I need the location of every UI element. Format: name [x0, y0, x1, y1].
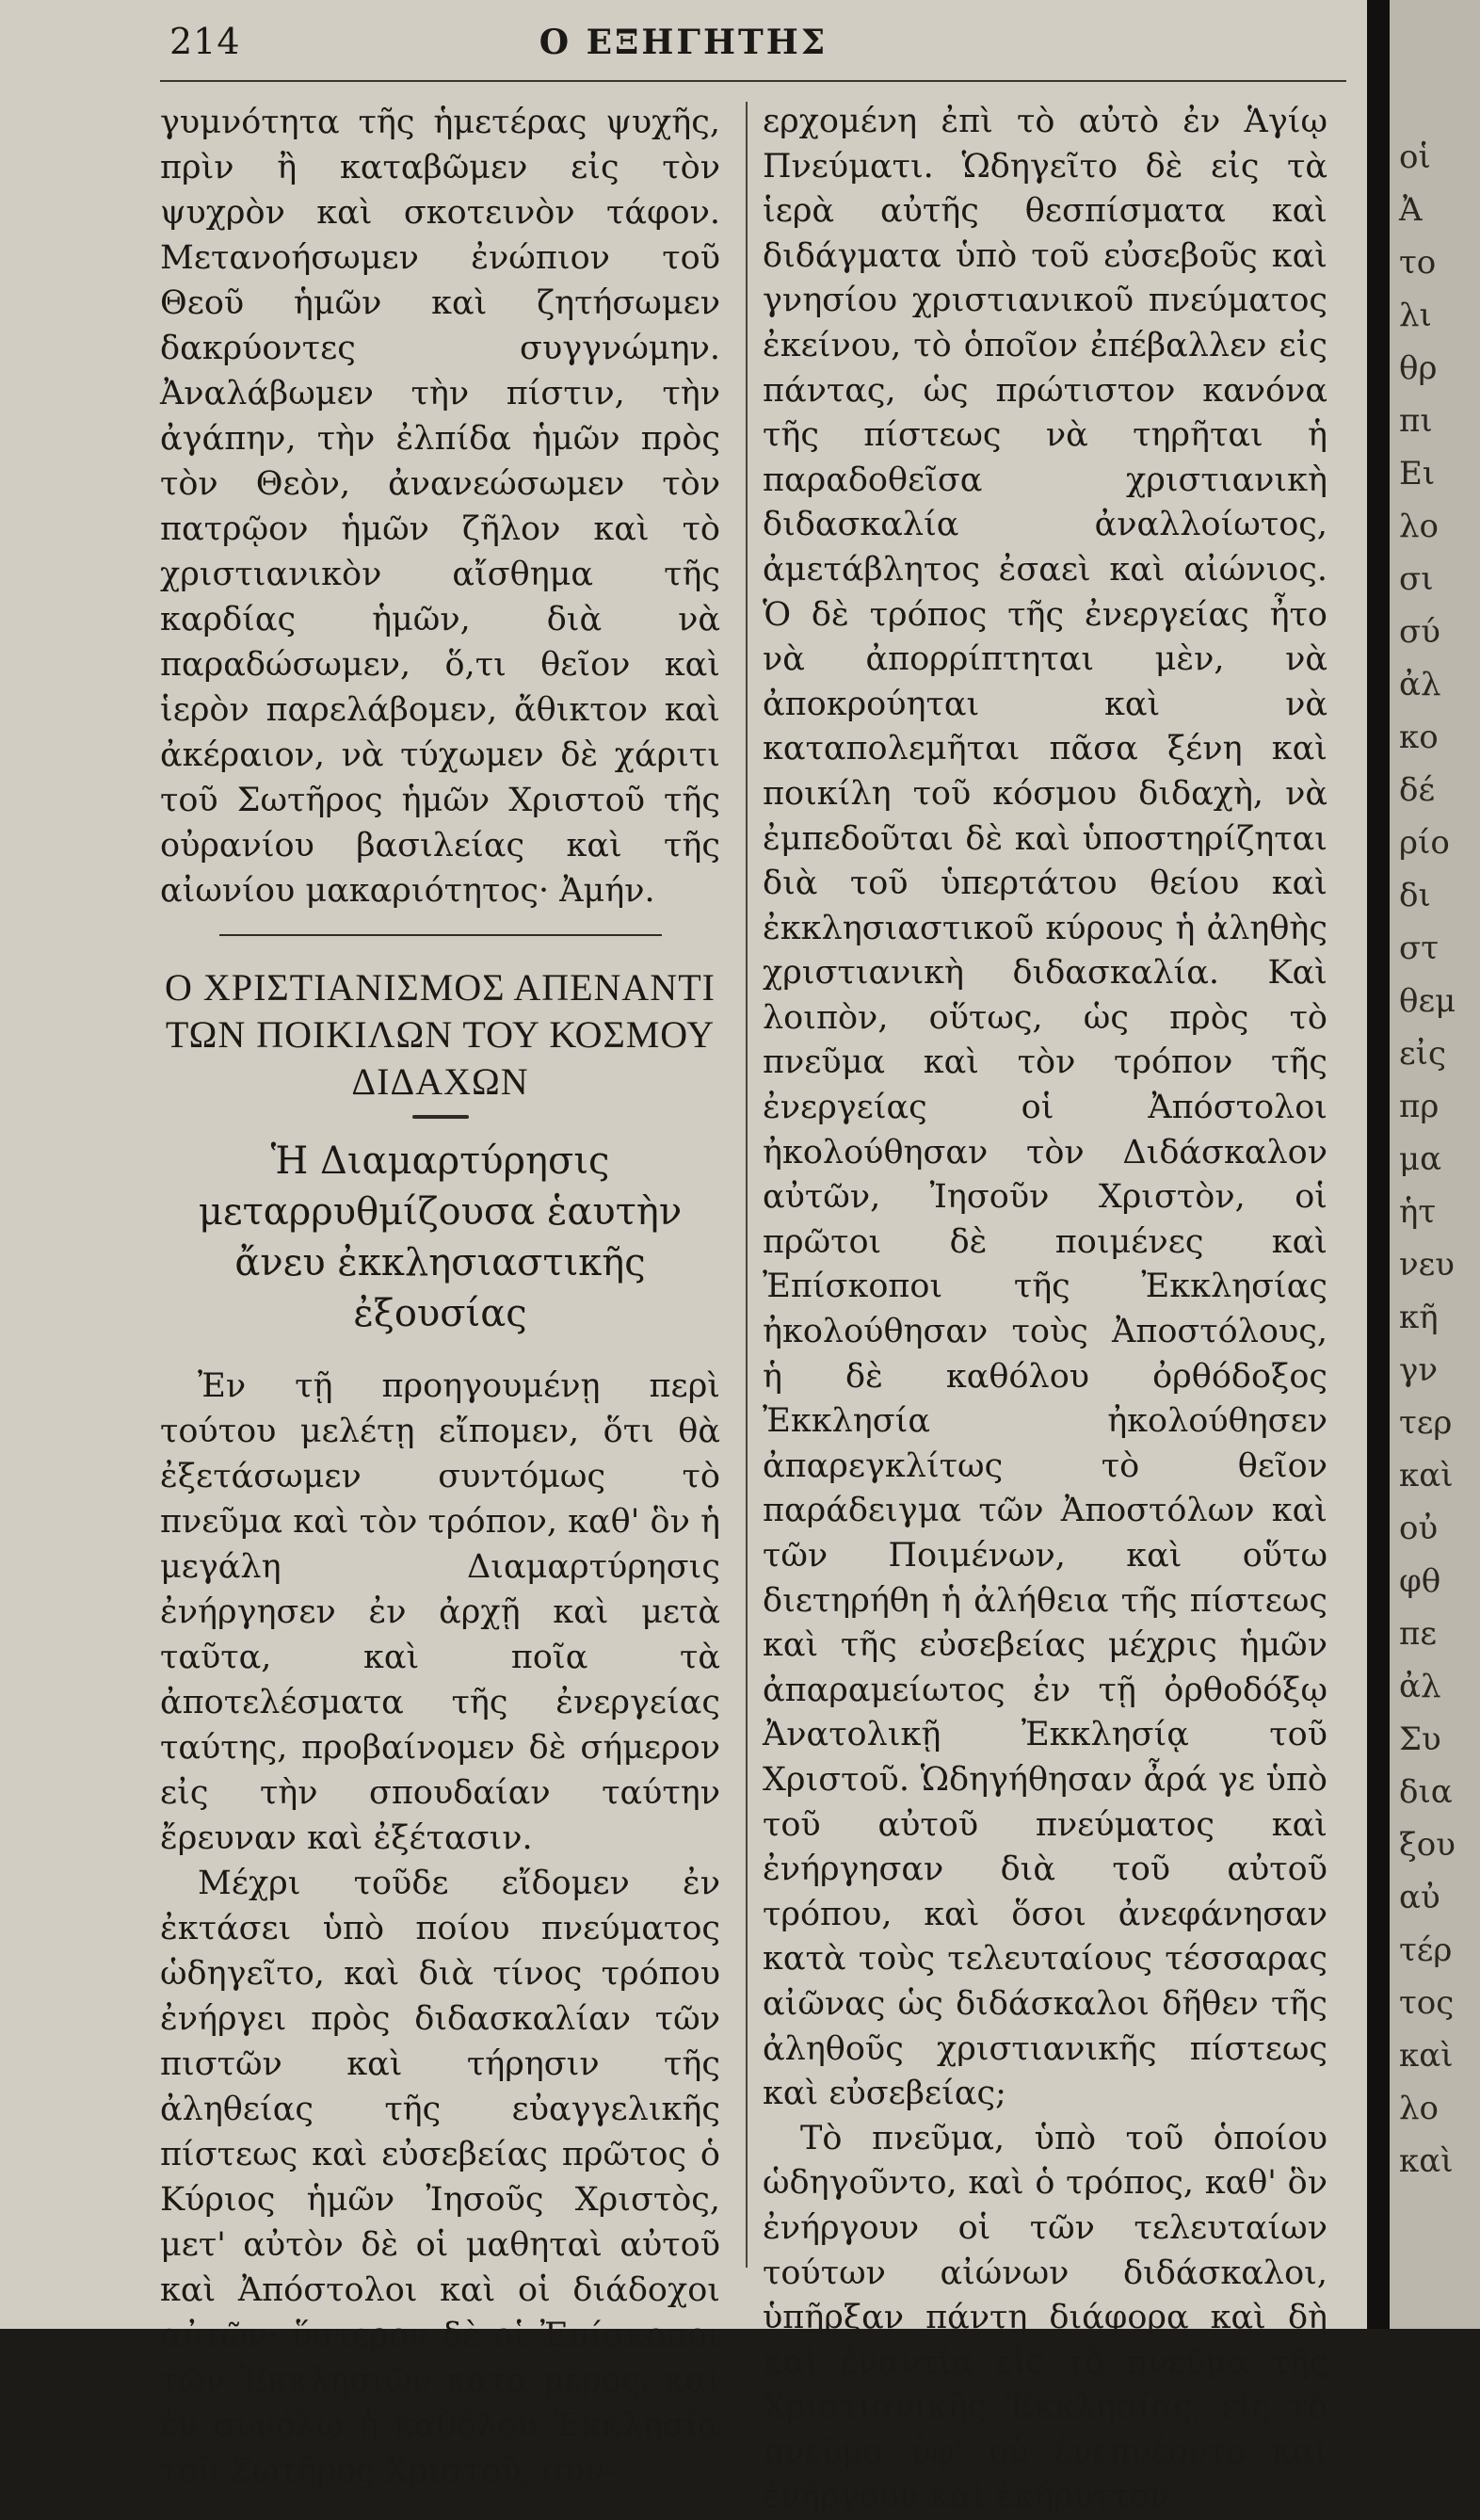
facing-page-fragment: δια — [1399, 1773, 1453, 1811]
facing-page-fragment: τος — [1399, 1984, 1455, 2022]
facing-page-fragment: θρ — [1399, 349, 1438, 387]
running-title: Ο ΕΞΗΓΗΤΗΣ — [539, 23, 828, 62]
facing-page-fragment: καὶ — [1399, 1457, 1454, 1494]
facing-page-fragment: τέρ — [1399, 1931, 1453, 1969]
right-paragraph-continuation: ερχομένη ἐπὶ τὸ αὐτὸ ἐν Ἁγίῳ Πνεύματι. Ὡδηγεῖτο δὲ εἰς τὰ ἱερὰ αὐτῆς θεσπίσματα καὶ διδάγματα ὑπὸ τοῦ εὐσεβοῦς καὶ γνησίου χριστιανικοῦ πνεύματος ἐκείνου, τὸ ὁποῖον ἐπέβαλλεν εἰς πάντας, ὡς πρώτιστον κανόνα τῆς πίστεως νὰ τηρῆται ἡ παραδοθεῖσα χριστιανικὴ διδασκαλία ἀναλλοίωτος, ἀμετάβλητος ἐσαεὶ καὶ αἰώνιος. Ὁ δὲ τρόπος τῆς ἐνεργείας ἦτο νὰ ἀπορρίπτηται μὲν, νὰ ἀποκρούηται καὶ νὰ καταπολεμῆται πᾶσα ξένη καὶ ποικίλη τοῦ κόσμου διδαχὴ, νὰ ἐμπεδοῦται δὲ καὶ ὑποστηρίζηται διὰ τοῦ ὑπερτάτου θείου καὶ ἐκκλησιαστικοῦ κύρους ἡ ἀληθὴς χριστιανικὴ διδασκαλία. Καὶ λοιπὸν, οὕτως, ὡς πρὸς τὸ πνεῦμα καὶ τὸν τρόπον τῆς ἐνεργείας οἱ Ἀπόστολοι ἠκολούθησαν τὸν Διδάσκαλον αὐτῶν, Ἰησοῦν Χριστὸν, οἱ πρῶτοι δὲ ποιμένες καὶ Ἐπίσκοποι τῆς Ἐκκλησίας ἠκολούθησαν τοὺς Ἀποστόλους, ἡ δὲ καθόλου ὀρθόδοξος Ἐκκλησία ἠκολούθησεν ἀπαρεγκλίτως τὸ θεῖον παράδειγμα τῶν Ἀποστόλων καὶ τῶν Ποιμένων, καὶ οὕτω διετηρήθη ἡ ἀλήθεια τῆς πίστεως καὶ τῆς εὐσεβείας μέχρις ἡμῶν ἀπαραμείωτος ἐν τῇ ὀρθοδόξῳ Ἀνατολικῇ Ἐκκλησίᾳ τοῦ Χριστοῦ. Ὡδηγήθησαν ἆρά γε ὑπὸ τοῦ αὐτοῦ πνεύματος καὶ ἐνήργησαν διὰ τοῦ αὐτοῦ τρόπου, καὶ ὅσοι ἀνεφάνησαν κατὰ τοὺς τελευταίους τέσσαρας αἰῶνας ὡς διδάσκαλοι δῆθεν τῆς ἀληθοῦς χριστιανικῆς πίστεως καὶ εὐσεβείας; — [763, 103, 1327, 2113]
facing-page-fragment: δι — [1399, 877, 1431, 914]
facing-page-fragment: πι — [1399, 402, 1433, 440]
facing-page-fragment: γν — [1399, 1351, 1438, 1389]
facing-page-fragment: σύ — [1399, 613, 1440, 651]
facing-page-fragment: ρίο — [1399, 824, 1450, 862]
facing-page-fragment: νευ — [1399, 1246, 1455, 1284]
facing-page-fragment: κῆ — [1399, 1299, 1439, 1336]
facing-page-fragment: Ει — [1399, 455, 1436, 493]
right-paragraph-2: Τὸ πνεῦμα, ὑπὸ τοῦ ὁποίου ὡδηγοῦντο, καὶ ὁ τρόπος, καθ' ὃν ἐνήργουν οἱ τῶν τελευταίων τούτων αἰώνων διδάσκαλοι, ὑπῆρξαν πάντῃ διάφορα καὶ δὴ καὶ ἐναντία εἰς τὸ πνεῦμα τῆς Χριστιανικῆς Ἐκκλησίας, εἰς τὸ πνεῦμα ὑφ' οὗ ἐνεπνέοντο καὶ ἐνήργουν καὶ ἐκήρυττον — [763, 2119, 1327, 2516]
article-subtitle: Ἡ Διαμαρτύρησις μεταρρυθμίζουσα ἑαυτὴν ἄνευ ἐκκλησιαστικῆς ἐξουσίας — [198, 1139, 683, 1335]
facing-page-fragment: εἰς — [1399, 1035, 1446, 1073]
column-divider — [746, 102, 748, 2268]
facing-page-fragment: λο — [1399, 2090, 1440, 2127]
facing-page-fragment: Συ — [1399, 1720, 1441, 1758]
facing-page-fragment: καὶ — [1399, 2037, 1454, 2075]
facing-page-edge — [1390, 0, 1480, 2329]
facing-page-fragment: πε — [1399, 1615, 1437, 1653]
facing-page-fragment: καὶ — [1399, 2142, 1454, 2180]
previous-article-ending: γυμνότητα τῆς ἡμετέρας ψυχῆς, πρὶν ἢ καταβῶμεν εἰς τὸν ψυχρὸν καὶ σκοτεινὸν τάφον. Μετανοήσωμεν ἐνώπιον τοῦ Θεοῦ ἡμῶν καὶ ζητήσωμεν δακρύοντες συγγνώμην. Ἀναλάβωμεν τὴν πίστιν, τὴν ἀγάπην, τὴν ἐλπίδα ἡμῶν πρὸς τὸν Θεὸν, ἀνανεώσωμεν τὸν πατρῷον ἡμῶν ζῆλον καὶ τὸ χριστιανικὸν αἴσθημα τῆς καρδίας ἡμῶν, διὰ νὰ παραδώσωμεν, ὅ,τι θεῖον καὶ ἱερὸν παρελάβομεν, ἄθικτον καὶ ἀκέραιον, νὰ τύχωμεν δὲ χάριτι τοῦ Σωτῆρος ἡμῶν Χριστοῦ τῆς οὐρανίου βασιλείας καὶ τῆς αἰωνίου μακαριότητος· Ἀμήν. — [160, 104, 720, 910]
page-number: 214 — [169, 21, 241, 62]
facing-page-fragment: ἡτ — [1399, 1193, 1437, 1231]
facing-page-fragment: κο — [1399, 719, 1439, 756]
book-gutter — [1367, 0, 1390, 2329]
facing-page-fragment: πρ — [1399, 1088, 1440, 1125]
facing-page-fragment: λο — [1399, 508, 1440, 545]
left-paragraph-2: Μέχρι τοῦδε εἴδομεν ἐν ἐκτάσει ὑπὸ ποίου πνεύματος ὡδηγεῖτο, καὶ διὰ τίνος τρόπου ἐνήργει πρὸς διδασκαλίαν τῶν πιστῶν καὶ τήρησιν τῆς ἀληθείας τῆς εὐαγγελικῆς πίστεως καὶ εὐσεβείας πρῶτος ὁ Κύριος ἡμῶν Ἰησοῦς Χριστὸς, μετ' αὐτὸν δὲ οἱ μαθηταὶ αὐτοῦ καὶ Ἀπόστολοι καὶ οἱ διάδοχοι αὐτῶν· ὕστερον δὲ οἱ Ἐπίσκοποι τῶν Ἐκκλησιῶν κατὰ μέρος, καὶ ἐν συνόλῳ ἡ καθόλου Ἐκκλησία τοῦ Σωτῆρος Χριστοῦ, συν- — [160, 1865, 720, 2490]
facing-page-fragment: ἀλ — [1399, 666, 1441, 703]
header-rule — [160, 80, 1346, 82]
facing-page-fragment: μα — [1399, 1140, 1442, 1178]
facing-page-fragment: φθ — [1399, 1562, 1441, 1600]
article-separator-rule — [219, 934, 662, 936]
facing-page-fragment: ξου — [1399, 1826, 1456, 1864]
facing-page-fragment: τερ — [1399, 1404, 1453, 1442]
left-paragraph-1: Ἐν τῇ προηγουμένῃ περὶ τούτου μελέτῃ εἴπομεν, ὅτι θὰ ἐξετάσωμεν συντόμως τὸ πνεῦμα καὶ τὸν τρόπον, καθ' ὃν ἡ μεγάλη Διαμαρτύρησις ἐνήργησεν ἐν ἀρχῇ καὶ μετὰ ταῦτα, καὶ ποῖα τὰ ἀποτελέσματα τῆς ἐνεργείας ταύτης, προβαίνομεν δὲ σήμερον εἰς τὴν σπουδαίαν ταύτην ἔρευναν καὶ ἐξέτασιν. — [160, 1367, 720, 1857]
facing-page-fragment: οἱ — [1399, 138, 1431, 176]
facing-page-fragment: λι — [1399, 297, 1432, 334]
facing-page-fragment: αὐ — [1399, 1879, 1440, 1916]
facing-page-fragment: σι — [1399, 560, 1434, 598]
title-ornament — [412, 1115, 469, 1119]
right-column — [763, 100, 1327, 2520]
left-column — [160, 100, 720, 2494]
facing-page-fragment: δέ — [1399, 771, 1436, 809]
facing-page-fragment: Ἀ — [1399, 191, 1423, 229]
facing-page-fragment: οὐ — [1399, 1510, 1439, 1547]
facing-page-fragment: θεμ — [1399, 982, 1456, 1020]
article-title: Ο ΧΡΙΣΤΙΑΝΙΣΜΟΣ ΑΠΕΝΑΝΤΙ ΤΩΝ ΠΟΙΚΙΛΩΝ ΤΟΥ ΚΟΣΜΟΥ ΔΙΔΑΧΩΝ — [165, 966, 716, 1103]
facing-page-fragment: το — [1399, 244, 1437, 282]
facing-page-fragment: στ — [1399, 929, 1440, 967]
facing-page-fragment: ἀλ — [1399, 1668, 1441, 1705]
